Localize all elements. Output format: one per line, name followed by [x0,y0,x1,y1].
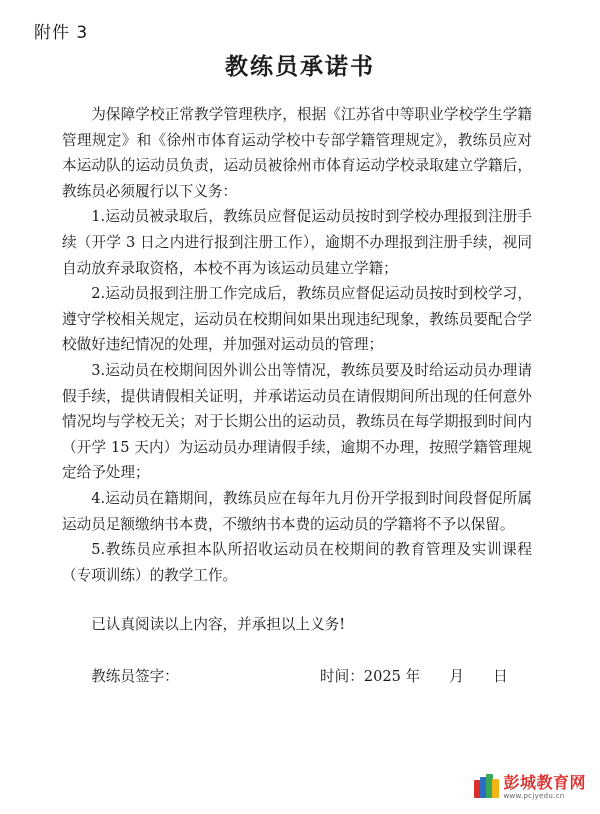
document-body [62,102,532,588]
date-label: 时间：2025 年 月 日 [320,668,508,685]
logo-name: 彭城教育网 [503,772,586,792]
watermark-logo [474,774,586,800]
obligation-item-3: 3.运动员在校期间因外训公出等情况，教练员要及时给运动员办理请假手续，提供请假相关证明，并承诺运动员在请假期间所出现的任何意外情况均与学校无关；对于长期公出的运动员，教练员在每学期报到时间内（开学 15 天内）为运动员办理请假手续，逾期不办理，按照学籍管理规定给予处理； [62,361,532,482]
obligation-item-4: 4.运动员在籍期间，教练员应在每年九月份开学报到时间段督促所属运动员足额缴纳书本费，不缴纳书本费的运动员的学籍将不予以保留。 [62,489,532,533]
logo-text-block [503,772,586,800]
obligation-item-2: 2.运动员报到注册工作完成后，教练员应督促运动员按时到校学习，遵守学校相关规定，运动员在校期间如果出现违纪现象，教练员要配合学校做好违纪情况的处理，并加强对运动员的管理； [62,285,532,354]
document-title: 教练员承诺书 [225,54,375,80]
signature-label: 教练员签字： [91,668,179,685]
obligation-item-5: 5.教练员应承担本队所招收运动员在校期间的教育管理及实训课程（专项训练）的教学工作。 [62,541,532,584]
attachment-label: 附件 3 [34,23,89,43]
book-stripes-icon [474,774,500,800]
logo-stripe-yellow [492,779,499,798]
acknowledgement-text: 已认真阅读以上内容，并承担以上义务! [91,616,346,633]
intro-paragraph: 为保障学校正常教学管理秩序，根据《江苏省中等职业学校学生学籍管理规定》和《徐州市体育运动学校中专部学籍管理规定》，教练员应对本运动队的运动员负责，运动员被徐州市体育运动学校录取建立学籍后，教练员必须履行以下义务： [62,106,532,200]
obligation-item-1: 1.运动员被录取后，教练员应督促运动员按时到学校办理报到注册手续（开学 3 日之内进行报到注册工作），逾期不办理报到注册手续，视同自动放弃录取资格，本校不再为该运动员建立学籍； [62,208,532,277]
logo-url: www.pcjyedu.cn [503,791,565,800]
